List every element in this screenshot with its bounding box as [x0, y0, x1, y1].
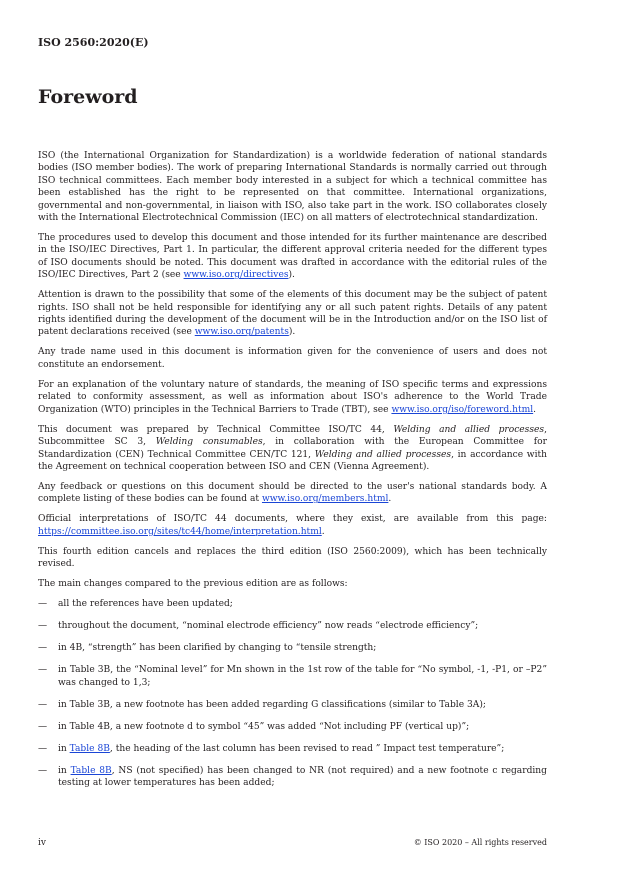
text-run: , in accordance with the Agreement on technical cooperation between ISO and CEN (Vienna Agreement).	[38, 449, 547, 472]
change-list-item	[38, 765, 547, 790]
list-item-text	[58, 699, 547, 711]
paragraph	[38, 424, 547, 474]
text-run: , Subcommittee SC 3,	[38, 424, 547, 448]
list-dash: —	[38, 721, 48, 732]
section-title: Foreword	[38, 86, 138, 108]
italic-title: Welding consumables	[155, 437, 263, 448]
list-item-text	[58, 765, 547, 790]
paragraph	[38, 289, 547, 339]
paragraph	[38, 150, 547, 224]
list-dash: —	[38, 699, 48, 710]
list-item-text	[58, 721, 547, 733]
list-item-text	[58, 743, 547, 755]
italic-title: Welding and allied processes	[393, 424, 545, 435]
text-run: .	[533, 404, 537, 415]
list-item-text	[58, 598, 547, 610]
foreword-body	[38, 150, 547, 799]
paragraph	[38, 232, 547, 282]
text-run: in Table 3B, the “Nominal level” for Mn shown in the 1st row of the table for “No symbol, -1, -P1, or –P2” was changed to 1,3;	[58, 665, 547, 688]
text-run: , in collaboration with the European Committee for Standardization (CEN) Technical Committee CEN/TC 121,	[38, 437, 547, 460]
change-list-item	[38, 664, 547, 689]
list-dash: —	[38, 765, 48, 776]
hyperlink[interactable]: https://committee.iso.org/sites/tc44/home/interpretation.html	[38, 526, 322, 537]
text-run: This document was prepared by Technical Committee ISO/TC 44,	[38, 424, 394, 435]
list-item-text	[58, 642, 547, 654]
text-run: ISO (the International Organization for Standardization) is a worldwide federation of national standards bodies (ISO member bodies). The work of preparing International Standards is normally carried out through ISO technical committees. Each member body interested in a subject for which a technical committee has been established has the right to be represented on that committee. International organizations, governmental and non-governmental, in liaison with ISO, also take part in the work. ISO collaborates closely with the International Electrotechnical Commission (IEC) on all matters of electrotechnical standardization.	[38, 151, 547, 224]
paragraph	[38, 578, 547, 590]
text-run: , the heading of the last column has been revised to read ” Impact test temperature”;	[109, 743, 505, 754]
page-number: iv	[38, 838, 46, 848]
text-run: Any trade name used in this document is information given for the convenience of users and does not constitute an endorsement.	[38, 347, 547, 370]
text-run: For an explanation of the voluntary nature of standards, the meaning of ISO specific terms and expressions related to conformity assessment, as well as information about ISO's adherence to the World Trade Organization (WTO) principles in the Technical Barriers to Trade (TBT), see	[38, 379, 547, 415]
hyperlink[interactable]: www.iso.org/iso/foreword.html	[391, 404, 534, 415]
text-run: throughout the document, “nominal electrode efficiency” now reads “electrode efficiency”;	[58, 621, 479, 632]
text-run: all the references have been updated;	[58, 599, 233, 610]
text-run: in Table 3B, a new footnote has been added regarding G classifications (similar to Table 3A);	[58, 699, 486, 710]
change-list-item	[38, 721, 547, 733]
change-list-item	[38, 743, 547, 755]
text-run: in	[58, 743, 70, 754]
hyperlink[interactable]: www.iso.org/members.html	[261, 494, 389, 505]
list-dash: —	[38, 621, 48, 632]
text-run: in Table 4B, a new footnote d to symbol “45” was added “Not including PF (vertical up)”;	[58, 721, 470, 732]
text-run: in 4B, “strength” has been clarified by changing to “tensile strength;	[58, 643, 377, 654]
change-list-item	[38, 642, 547, 654]
paragraph	[38, 481, 547, 506]
list-dash: —	[38, 743, 48, 754]
change-list-item	[38, 699, 547, 711]
text-run: .	[321, 526, 325, 537]
hyperlink[interactable]: www.iso.org/directives	[183, 270, 289, 281]
paragraph	[38, 546, 547, 571]
text-run: .	[388, 494, 392, 505]
paragraph	[38, 513, 547, 538]
paragraph	[38, 346, 547, 371]
list-dash: —	[38, 599, 48, 610]
copyright-notice: © ISO 2020 – All rights reserved	[413, 838, 547, 847]
text-run: Any feedback or questions on this document should be directed to the user's national standards body. A complete listing of these bodies can be found at	[38, 481, 547, 505]
hyperlink[interactable]: Table 8B	[70, 765, 112, 776]
list-item-text	[58, 620, 547, 632]
italic-title: Welding and allied processes	[314, 449, 452, 460]
text-run: , NS (not specified) has been changed to NR (not required) and a new footnote c regarding testing at lower temperatures has been added;	[58, 765, 547, 788]
list-dash: —	[38, 665, 48, 676]
text-run: ).	[288, 327, 296, 338]
change-list-item	[38, 598, 547, 610]
text-run: The main changes compared to the previous edition are as follows:	[38, 579, 348, 590]
text-run: The procedures used to develop this document and those intended for its further maintenance are described in the ISO/IEC Directives, Part 1. In particular, the different approval criteria needed for the different types of ISO documents should be noted. This document was drafted in accordance with the editorial rules of the ISO/IEC Directives, Part 2 (see	[38, 233, 547, 281]
document-header-id: ISO 2560:2020(E)	[38, 36, 149, 49]
text-run: Official interpretations of ISO/TC 44 documents, where they exist, are available from this page:	[38, 514, 547, 525]
text-run: This fourth edition cancels and replaces the third edition (ISO 2560:2009), which has been technically revised.	[38, 546, 547, 570]
hyperlink[interactable]: www.iso.org/patents	[194, 327, 289, 338]
hyperlink[interactable]: Table 8B	[69, 743, 110, 754]
paragraph	[38, 379, 547, 416]
change-list-item	[38, 620, 547, 632]
list-dash: —	[38, 643, 48, 654]
text-run: in	[58, 765, 71, 776]
text-run: ).	[288, 270, 295, 281]
text-run: Attention is drawn to the possibility that some of the elements of this document may be the subject of patent rights. ISO shall not be held responsible for identifying any or all such patent rights. Details of any patent rights identified during the development of the document will be in the Introduction and/or on the ISO list of patent declarations received (see	[38, 290, 547, 338]
list-item-text	[58, 664, 547, 689]
